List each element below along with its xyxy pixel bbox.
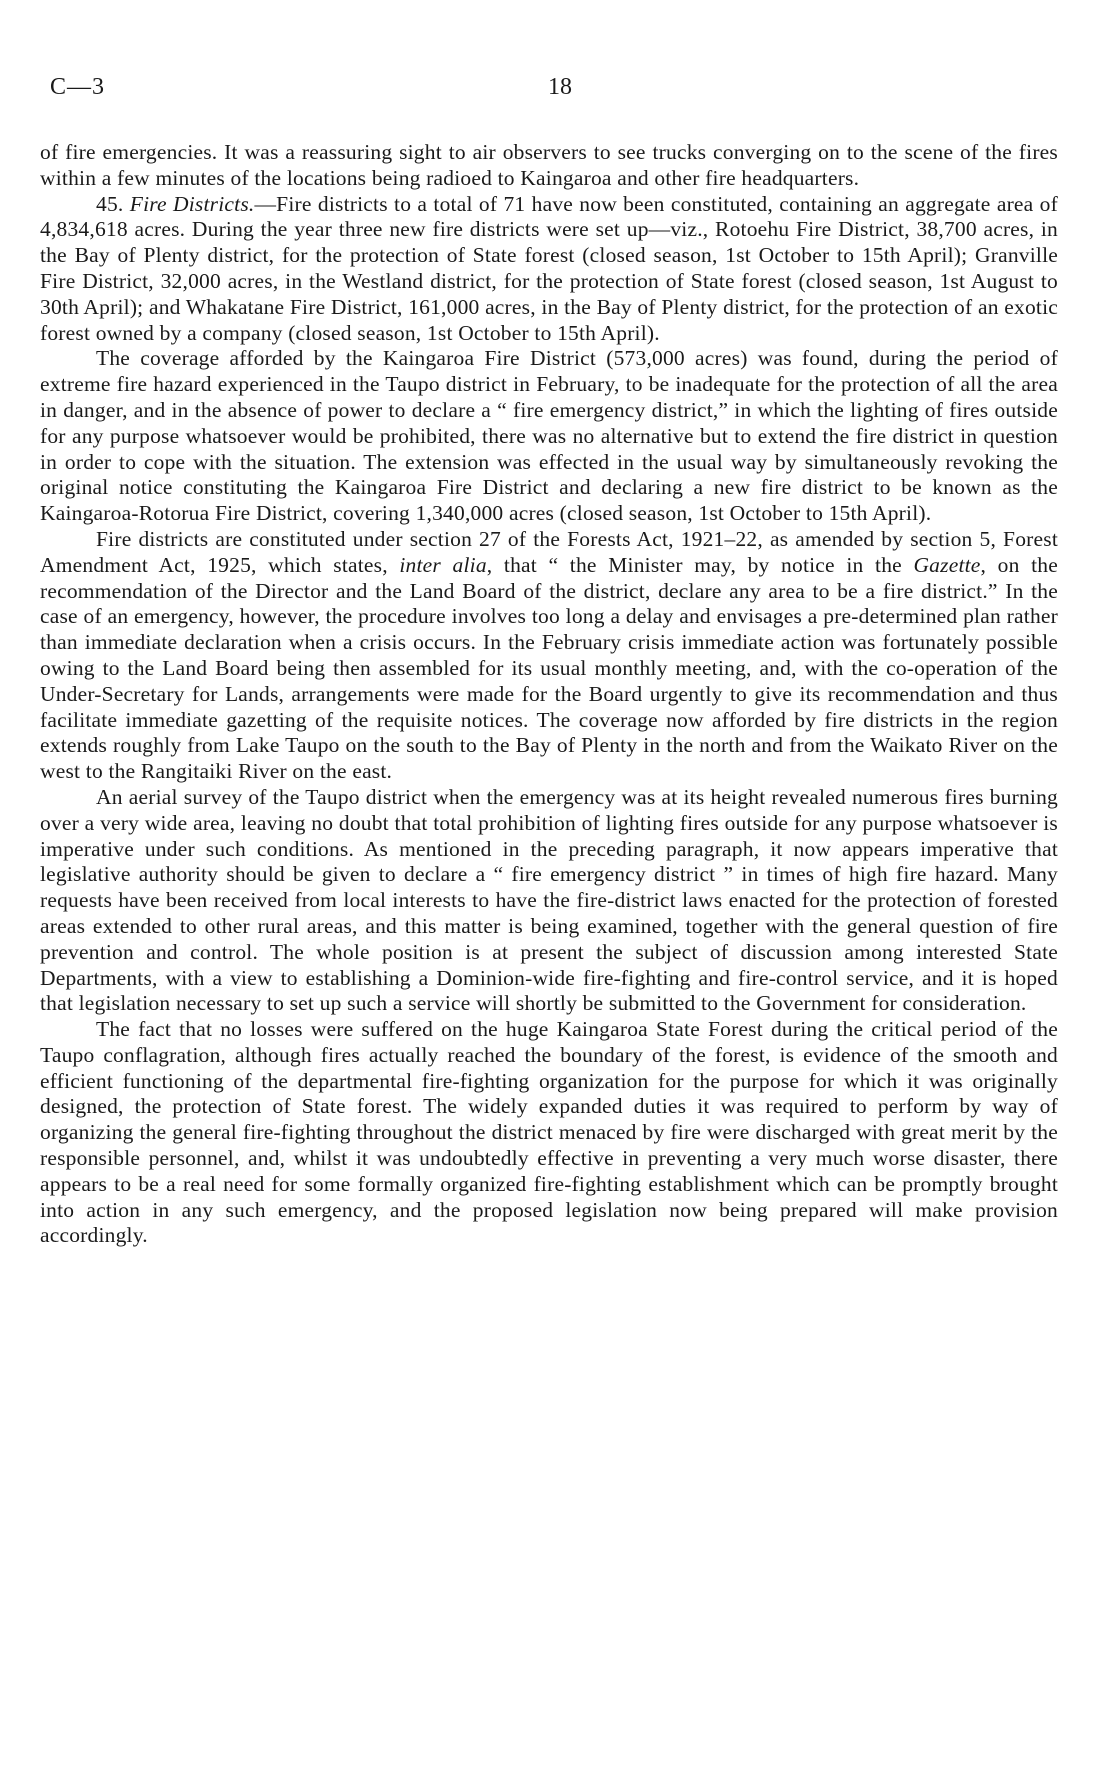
section-number: 45. xyxy=(96,191,124,216)
paragraph-text: , on the recommendation of the Director and the Land Board of the district, declare any area to be a fire district.” In the case of an emergency, however, the procedure involves too long a delay and envisages a pre-determined plan rather than immediate declaration when a crisis occurs. In the February crisis immediate action was fortunately possible owing to the Land Board being then assembled for its usual monthly meeting, and, with the co-operation of the Under-Secretary for Lands, arrangements were made for the Board urgently to give its recommendation and thus facilitate immediate gazetting of the requisite notices. The coverage now afforded by fire districts in the region extends roughly from Lake Taupo on the south to the Bay of Plenty in the north and from the Waikato River on the west to the Rangitaiki River on the east. xyxy=(40,552,1058,784)
section-heading: Fire Districts. xyxy=(129,191,255,216)
paragraph-kaingaroa-coverage: The coverage afforded by the Kaingaroa Fire District (573,000 acres) was found, during the period of extreme fire hazard experienced in the Taupo district in February, to be inadequate for the protection of all the area in danger, and in the absence of power to declare a “ fire emergency district,” in which the lighting of fires outside for any purpose whatsoever would be prohibited, there was no alternative but to extend the fire district in question in order to cope with the situation. The extension was effected in the usual way by simultaneously revoking the original notice constituting the Kaingaroa Fire District and declaring a new fire district to be known as the Kaingaroa-Rotorua Fire District, covering 1,340,000 acres (closed season, 1st October to 15th April). xyxy=(40,346,1058,526)
paragraph-text: Fire districts are constituted under section 27 of the Forests Act, 1921–22, as amended by section 5, Forest Amendment Act, 1925, which states, xyxy=(40,526,1058,577)
paragraph-fire-districts xyxy=(40,192,1058,347)
document-reference: C—3 xyxy=(50,74,106,100)
page-number: 18 xyxy=(548,74,572,100)
paragraph-text: —Fire districts to a total of 71 have now been constituted, containing an aggregate area of 4,834,618 acres. During the year three new fire districts were set up—viz., Rotoehu Fire District, 38,700 acres, in the Bay of Plenty district, for the protection of State forest (closed season, 1st October to 15th April); Granville Fire District, 32,000 acres, in the Westland district, for the protection of State forest (closed season, 1st August to 30th April); and Whakatane Fire District, 161,000 acres, in the Bay of Plenty district, for the protection of an exotic forest owned by a company (closed season, 1st October to 15th April). xyxy=(40,191,1058,345)
paragraph-forests-act xyxy=(40,527,1058,785)
italic-phrase: Gazette xyxy=(913,552,981,577)
page-header xyxy=(40,74,1080,104)
paragraph-kaingaroa-forest: The fact that no losses were suffered on the huge Kaingaroa State Forest during the critical period of the Taupo conflagration, although fires actually reached the boundary of the forest, is evidence of the smooth and efficient functioning of the departmental fire-fighting organization for the purpose for which it was originally designed, the protection of State forest. The widely expanded duties it was required to perform by way of organizing the general fire-fighting throughout the district menaced by fire were discharged with great merit by the responsible personnel, and, whilst it was undoubtedly effective in preventing a very much worse disaster, there appears to be a real need for some formally organized fire-fighting establishment which can be promptly brought into action in any such emergency, and the proposed legislation now being prepared will make provision accordingly. xyxy=(40,1017,1058,1248)
body-text xyxy=(40,140,1058,1249)
paragraph-continuation: of fire emergencies. It was a reassuring sight to air observers to see trucks converging on to the scene of the fires within a few minutes of the locations being radioed to Kaingaroa and other fire headquarters. xyxy=(40,140,1058,190)
paragraph-text: , that “ the Minister may, by notice in the xyxy=(486,552,914,577)
italic-phrase: inter alia xyxy=(399,552,487,577)
paragraph-aerial-survey: An aerial survey of the Taupo district when the emergency was at its height revealed numerous fires burning over a very wide area, leaving no doubt that total prohibition of lighting fires outside for any purpose whatsoever is imperative under such conditions. As mentioned in the preceding paragraph, it now appears imperative that legislative authority should be given to declare a “ fire emergency district ” in times of high fire hazard. Many requests have been received from local interests to have the fire-district laws enacted for the protection of forested areas extended to other rural areas, and this matter is being examined, together with the general question of fire prevention and control. The whole position is at present the subject of discussion among interested State Departments, with a view to establishing a Dominion-wide fire-fighting and fire-control service, and it is hoped that legislation necessary to set up such a service will shortly be submitted to the Government for consideration. xyxy=(40,784,1058,1016)
